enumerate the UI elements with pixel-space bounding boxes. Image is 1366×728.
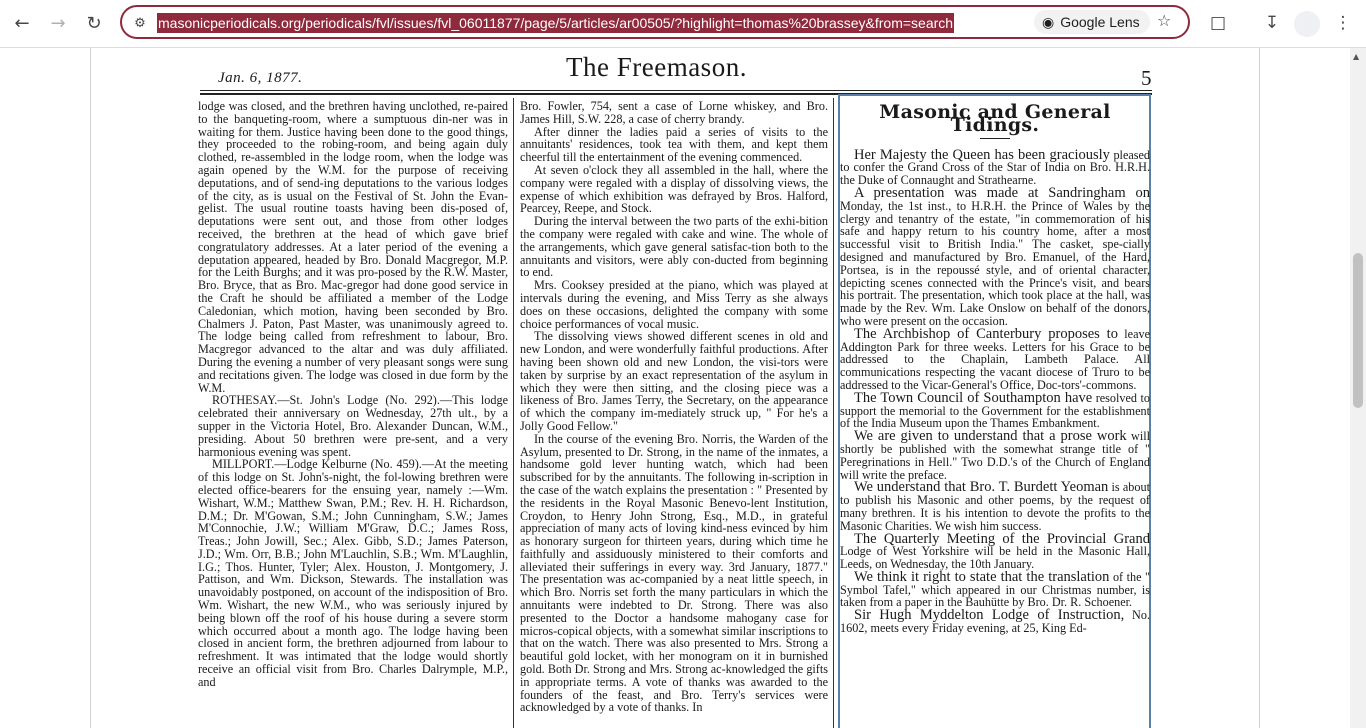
paragraph [840,146,1151,188]
paragraph: The dissolving views showed different scenes in old and new London, and were wonderfully faithful productions. After having been shown old and new London, the visi-tors were taken by surprise by an exact representation of the asylum in which they were then sitting, and the closing piece was a likeness of Bro. James Terry, the Secretary, on the appearance of which the company im-mediately struck up, " For he's a Jolly Good Fellow." [520,329,828,433]
page-viewport [0,48,1350,728]
paragraph-lead: The Town Council of Southampton have [854,389,1093,406]
header-rule [200,90,1152,91]
column-rule [513,98,514,728]
address-bar[interactable] [120,5,1190,39]
paragraph-body: Lodge of West Yorkshire will be held in the Masonic Hall, Leeds, on Wednesday, the 10th January. [840,544,1150,572]
paragraph-lead: We think it right to state that the translation [854,568,1110,585]
paragraph [840,609,1150,635]
paragraph [840,325,1150,392]
article-column-2 [520,100,828,714]
google-lens-button[interactable] [1034,10,1150,34]
paragraph-body: leave Addington Park for three weeks. Letters for his Grace to be addressed to the Chaplain, Lambeth Palace. All communications respecting the vacant diocese of Truro to be addressed to the Vicar-General's Office, Doc-tors'-commons. [840,326,1150,392]
download-icon[interactable]: ↧ [1264,13,1280,33]
bookmark-star-icon[interactable]: ☆ [1157,11,1172,30]
paragraph [840,430,1150,481]
browser-toolbar [0,0,1366,48]
paragraph: Bro. Fowler, 754, sent a case of Lorne whiskey, and Bro. James Hill, S.W. 228, a case of cherry brandy. [520,99,828,126]
paragraph-body: No. 1602, meets every Friday evening, at 25, King Ed- [840,608,1150,636]
paragraph: ROTHESAY.—St. John's Lodge (No. 292).—This lodge celebrated their anniversary on Wednesday, 27th ult., by a supper in the Victoria Hotel, Bro. Alexander Duncan, W.M., presiding. About 50 brethren were pre-sent, and a very harmonious evening was spent. [198,393,508,459]
paragraph-body: of the " Symbol Tafel," which appeared in our Christmas number, is taken from a paper in the Bauhütte by Bro. Dr. R. Schoener. [840,569,1150,610]
paragraph [840,389,1150,431]
paragraph-body: is about to publish his Masonic and other poems, by the request of many brethren. It is his intention to devote the profits to the Masonic Charities. We wish him success. [840,480,1150,533]
paragraph-lead: The Archbishop of Canterbury proposes to [854,325,1118,342]
back-icon[interactable]: ← [14,12,30,34]
title-rule [980,138,1010,139]
newspaper-page-image [196,48,1156,728]
paragraph: lodge was closed, and the brethren having unclothed, re-paired to the banqueting-room, where a sumptuous din-ner was in waiting for them. Justice having been done to the good things, they proceeded to the robing-room, and being again duly clothed, re-assembled in the lodge room, when the lodge was again opened by the W.M. for the purpose of receiving deputations, and of send-ing deputations to the various lodges of the city, as is usual on the Festival of St. John the Evan-gelist. The usual routine toasts having been dis-posed of, deputations were sent out, and those from other lodges received, the brethren at the head of which gave brief congratulatory addresses. At a later period of the evening a deputation appeared, headed by Bro. Donald Macgregor, M.P. for the Leith Burghs; and it was pro-posed by the R.W. Master, Bro. Bryce, that as Bro. Mac-gregor had done good service in the Craft he should be affiliated a member of the Lodge Caledonian, which motion, having been seconded by Bro. Chalmers J. Paton, Past Master, was unanimously agreed to. The lodge being called from refreshment to labour, Bro. Macgregor advanced to the altar and was duly affiliated. During the evening a number of very pleasant songs were sung and recitations given. The lodge was closed in due form by the W.M. [198,99,508,395]
page-number: 5 [1141,66,1152,90]
scrollbar-thumb[interactable] [1353,253,1363,408]
paragraph: In the course of the evening Bro. Norris, the Warden of the Asylum, presented to Dr. Strong, in the name of the inmates, a handsome gold lever hunting watch, which had been subscribed for by the annuitants. The following in-scription in the case of the watch explains the presentation : " Presented by the residents in the Royal Masonic Benevo-lent Institution, Croydon, to Henry John Strong, Esq., M.D., in grateful appreciation of many acts of loving kind-ness evinced by him as honorary surgeon for thirteen years, during which time he faithfully and assiduously ministered to their comforts and alleviated their sufferings in every way. 3rd January, 1877." The presentation was ac-companied by a neat little speech, in which Bro. Norris set forth the many particulars in which the annuitants were indebted to Dr. Strong. There was also presented to the Doctor a handsome mahogany case for micros-copical objects, with a somewhat similar inscriptions to that on the watch. There was also presented to Mrs. Strong a beautiful gold locket, with her monogram on it in burnished gold. Both Dr. Strong and Mrs. Strong ac-knowledged the gifts in appropriate terms. A vote of thanks was awarded to the founders of the feast, and Bro. Terry's services were acknowledged by a vote of thanks. In [520,431,829,715]
menu-kebab-icon[interactable]: ⋮ [1334,13,1352,33]
paragraph [840,530,1150,572]
extensions-icon[interactable]: □ [1209,13,1227,33]
vertical-scrollbar[interactable] [1350,48,1366,728]
article-column-3[interactable] [840,101,1151,636]
lens-label: Google Lens [1060,14,1140,30]
section-title: Masonic and General Tidings. [879,101,1111,136]
paragraph-lead: A presentation was made at Sandringham on [854,184,1150,201]
masthead-title: The Freemason. [566,52,747,82]
paragraph: After dinner the ladies paid a series of visits to the annuitants' residences, took tea with them, and kept them cheerful till the entertainment of the evening commenced. [520,124,828,165]
paragraph-body: resolved to support the memorial to the Government for the establishment of the India Museum upon the Thames Embankment. [840,390,1150,431]
paragraph [840,184,1150,328]
column-rule [833,98,834,728]
forward-icon[interactable]: → [50,12,66,34]
profile-avatar[interactable] [1294,11,1320,37]
paragraph: At seven o'clock they all assembled in the hall, where the company were regaled with a display of dissolving views, the expense of which exhibition was defrayed by Bros. Halford, Pearcey, Reepe, and Stock. [520,162,828,216]
paragraph [840,481,1150,532]
paragraph [840,568,1150,610]
paragraph-lead: Her Majesty the Queen has been graciously [854,146,1110,163]
issue-date: Jan. 6, 1877. [218,70,303,86]
url-text[interactable]: masonicperiodicals.org/periodicals/fvl/issues/fvl_06011877/page/5/articles/ar00505/?highlight=thomas%20brassey&from=search [158,15,954,31]
paragraph-lead: Sir Hugh Myddelton Lodge of Instruction, [854,607,1125,624]
paragraph-lead: We understand that Bro. T. Burdett Yeoman [854,479,1109,496]
paragraph-body: will shortly be published with the somewhat strange title of " Peregrinations in Hell." Two D.D.'s of the Church of England will write the preface. [840,429,1150,482]
paragraph-lead: We are given to understand that a prose work [854,428,1127,445]
lens-icon: ◉ [1042,13,1055,30]
paragraph: During the interval between the two parts of the exhi-bition the company were regaled with cake and wine. The whole of the arrangements, which gave general satisfac-tion both to the annuitants and visitors, were ably con-ducted from beginning to end. [520,214,828,280]
page-border-right [1259,48,1260,728]
scroll-up-arrow-icon[interactable]: ▲ [1353,52,1360,61]
article-column-1 [198,100,508,689]
paragraph-lead: The Quarterly Meeting of the Provincial Grand [854,530,1150,547]
paragraph: Mrs. Cooksey presided at the piano, which was played at intervals during the evening, and Miss Terry as she always does on these occasions, delighted the company with some choice performances of vocal music. [520,278,828,331]
paragraph: MILLPORT.—Lodge Kelburne (No. 459).—At the meeting of this lodge on St. John's-night, the fol-lowing brethren were elected office-bearers for the ensuing year, namely :—Wm. Wishart, W.M.; Matthew Swan, P.M.; Rev. H. H. Richardson, D.M.; Dr. M'Gowan, S.M.; John Cunningham, S.W.; James M'Connochie, J.W.; William M'Graw, D.C.; James Ross, Treas.; John Jowill, Sec.; Alex. Gibb, S.D.; James Paterson, J.D.; Wm. Orr, B.B.; John M'Lauchlin, S.B.; Wm. M'Laughlin, I.G.; Thos. Hunter, Tyler; Alex. Houston, J. Montgomery, J. Pattison, and Wm. Dickson, Stewards. The installation was unavoidably postponed, on account of the indisposition of Bro. Wm. Wishart, the new W.M., who was seriously injured by being blown off the roof of his house during a severe storm which occurred about a month ago. The lodge having been closed in ancient form, the brethren adjourned from labour to refreshment. It was intimated that the lodge would shortly receive an official visit from Bro. Charles Dalrymple, M.P., and [198,457,508,689]
site-info-icon[interactable]: ⚙ [134,15,146,31]
page-border-left [90,48,91,728]
paragraph-body: pleased to confer the Grand Cross of the Star of India on Bro. H.R.H. the Duke of Connaught and Strathearne. [840,147,1151,188]
reload-icon[interactable]: ↻ [86,12,102,34]
paragraph-body: Monday, the 1st inst., to H.R.H. the Prince of Wales by the clergy and tenantry of the estate, "in commemoration of his safe and happy return to his country home, after a most successful visit to British India." The casket, spe-cially designed and manufactured by Bro. Emanuel, of the Hard, Portsea, is in the repoussé style, and of oriental character, depicting scenes connected with the Prince's visit, and bears his portrait. The presentation, which took place at the hall, was made by the Rev. Wm. Lake Onslow on behalf of the donors, who were present on the occasion. [840,198,1150,328]
